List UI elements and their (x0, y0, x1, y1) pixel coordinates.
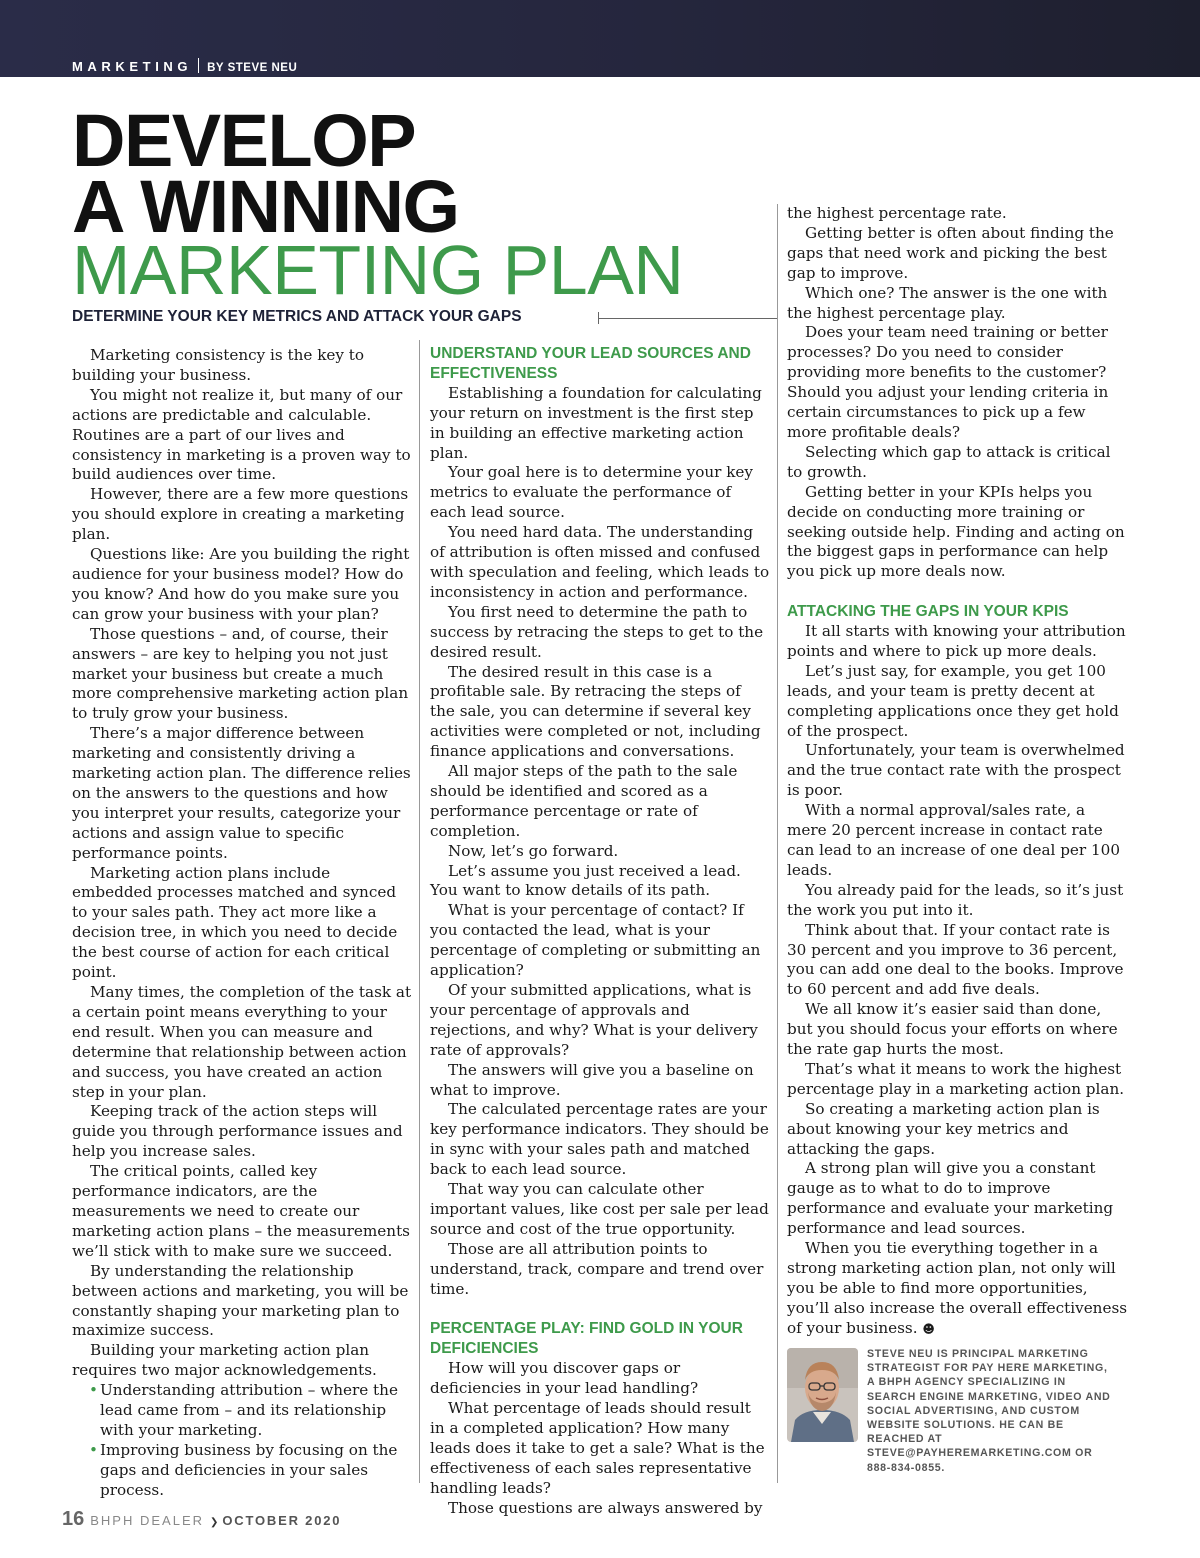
chevron-right-icon: ❯ (210, 1517, 219, 1528)
bullet-dot-icon: • (89, 1381, 98, 1400)
article-column-3 (787, 204, 1129, 1340)
paragraph: The critical points, called key performance indicators, are the measurements we need to create our marketing action plans – the measurements we’ll stick with to make sure we succeed. (72, 1162, 410, 1260)
bullet-item (72, 1441, 412, 1501)
paragraph: Those are all attribution points to understand, track, compare and trend over time. (430, 1239, 764, 1298)
paragraph: We all know it’s easier said than done, but you should focus your efforts on where the rate gap hurts the most. (787, 1000, 1118, 1059)
bullet-list (72, 1381, 412, 1500)
bullet-text: Understanding attribution – where the lead came from – and its relationship with your marketing. (100, 1381, 398, 1439)
paragraph: With a normal approval/sales rate, a mere 20 percent increase in contact rate can lead to an increase of one deal per 100 leads. (787, 801, 1120, 879)
paragraph: Does your team need training or better processes? Do you need to consider providing more benefits to the customer? Should you adjust your lending criteria in certain circumstances to pick up a few more profitable deals? (787, 323, 1109, 441)
section-heading: PERCENTAGE PLAY: FIND GOLD IN YOUR DEFICIENCIES (430, 1320, 743, 1358)
paragraph: Now, let’s go forward. (448, 841, 619, 860)
author-bio: STEVE NEU IS PRINCIPAL MARKETING STRATEGIST FOR PAY HERE MARKETING, A BHPH AGENCY SPECIALIZING IN SEARCH ENGINE MARKETING, VIDEO AND SOCIAL ADVERTISING, AND CUSTOM WEBSITE SOLUTIONS. HE CAN BE REACHED AT STEVE@PAYHEREMARKETING.COM OR 888-834-0855. (867, 1348, 1111, 1474)
paragraph: How will you discover gaps or deficiencies in your lead handling? (430, 1359, 699, 1398)
column-divider-1 (419, 340, 420, 1483)
paragraph: By understanding the relationship between actions and marketing, you will be constantly shaping your marketing plan to maximize success. (72, 1261, 409, 1340)
paragraph: The desired result in this case is a profitable sale. By retracing the steps of the sale, you can determine if several key activities were completed or not, including finance applications and conversations. (430, 662, 761, 761)
bullet-item (72, 1381, 412, 1441)
paragraph: Unfortunately, your team is overwhelmed and the true contact rate with the prospect is poor. (787, 741, 1125, 800)
headline-line-3: MARKETING PLAN (72, 231, 684, 309)
paragraph: What percentage of leads should result in a completed application? How many leads does it take to get a sale? What is the effectiveness of each sales representative handling leads? (430, 1399, 765, 1497)
paragraph: Getting better in your KPIs helps you decide on conducting more training or seeking outside help. Finding and acting on the biggest gaps in performance can help you pick up more deals now. (787, 482, 1125, 581)
paragraph: The answers will give you a baseline on what to improve. (430, 1060, 754, 1099)
paragraph: However, there are a few more questions you should explore in creating a marketing plan. (72, 485, 409, 544)
paragraph: That way you can calculate other important values, like cost per sale per lead source and cost of the true opportunity. (430, 1180, 769, 1238)
issue-date: OCTOBER 2020 (222, 1513, 342, 1528)
byline: BY STEVE NEU (207, 62, 298, 74)
section-heading: ATTACKING THE GAPS IN YOUR KPIS (787, 603, 1069, 621)
paragraph: Selecting which gap to attack is critical to growth. (787, 442, 1111, 481)
headline-line-1: DEVELOP (72, 99, 416, 182)
paragraph: Marketing consistency is the key to building your business. (72, 346, 365, 384)
author-portrait-icon (787, 1348, 858, 1442)
paragraph: Those questions are always answered by (448, 1498, 763, 1517)
paragraph: Let’s just say, for example, you get 100 leads, and your team is pretty decent at completing applications once they get hold of the prospect. (787, 661, 1119, 740)
section-kicker (72, 58, 297, 74)
paragraph: So creating a marketing action plan is about knowing your key metrics and attacking the gaps. (787, 1099, 1100, 1158)
paragraph: You need hard data. The understanding of attribution is often missed and confused with speculation and feeling, which leads to inconsistency in action and performance. (430, 523, 770, 601)
paragraph: That’s what it means to work the highest percentage play in a marketing action plan. (787, 1059, 1125, 1098)
paragraph: What is your percentage of contact? If you contacted the lead, what is your percentage of completing or submitting an application? (430, 901, 761, 980)
final-paragraph-text: When you tie everything together in a strong marketing action plan, not only will you be able to find more opportunities, you’ll also increase the overall effectiveness of your business. (787, 1239, 1128, 1337)
page-number: 16 (62, 1508, 85, 1530)
paragraph: You might not realize it, but many of our actions are predictable and calculable. Routines are a part of our lives and consistency in marketing is a proven way to build audiences over time. (72, 385, 411, 484)
paragraph: You already paid for the leads, so it’s just the work you put into it. (787, 880, 1124, 919)
paragraph: You first need to determine the path to success by retracing the steps to get to the desired result. (430, 602, 764, 661)
paragraph: Establishing a foundation for calculating your return on investment is the first step in building an effective marketing action plan. (430, 383, 762, 462)
section-heading: UNDERSTAND YOUR LEAD SOURCES AND EFFECTIVENESS (430, 345, 751, 382)
paragraph: Getting better is often about finding the gaps that need work and picking the best gap to improve. (787, 223, 1114, 282)
bullet-text: Improving business by focusing on the gaps and deficiencies in your sales process. (100, 1440, 398, 1499)
paragraph: Building your marketing action plan requires two major acknowledgements. (72, 1341, 377, 1380)
headline-line-2: A WINNING (72, 165, 459, 248)
paragraph: Which one? The answer is the one with the highest percentage play. (787, 283, 1108, 322)
paragraph: Think about that. If your contact rate is 30 percent and you improve to 36 percent, you can add one deal to the books. Improve to 60 percent and add five deals. (787, 920, 1124, 999)
kicker-divider (198, 58, 199, 73)
paragraph: It all starts with knowing your attribution points and where to pick up more deals. (787, 622, 1126, 660)
article-column-1 (72, 346, 412, 1501)
paragraph: A strong plan will give you a constant gauge as to what to do to improve performance and evaluate your marketing performance and lead sources. (787, 1159, 1114, 1238)
paragraph: Of your submitted applications, what is your percentage of approvals and rejections, and why? What is your delivery rate of approvals? (430, 981, 758, 1059)
paragraph: The calculated percentage rates are your key performance indicators. They should be in sync with your sales path and matched back to each lead source. (430, 1100, 769, 1179)
end-mark-icon: ☻ (922, 1321, 935, 1336)
paragraph: Many times, the completion of the task at a certain point means everything to your end result. When you can measure and determine that relationship between action and success, you have created an action step in your plan. (72, 983, 412, 1101)
subheadline: DETERMINE YOUR KEY METRICS AND ATTACK YOUR GAPS (72, 308, 522, 325)
paragraph: Your goal here is to determine your key metrics to evaluate the performance of each lead source. (430, 463, 754, 522)
magazine-name: BHPH DEALER (90, 1513, 204, 1528)
section-spacer (787, 582, 1129, 602)
section-spacer (430, 1300, 770, 1320)
subhead-rule (598, 318, 777, 319)
paragraph: Keeping track of the action steps will guide you through performance issues and help you increase sales. (72, 1102, 403, 1161)
paragraph: the highest percentage rate. (787, 204, 1007, 222)
paragraph: There’s a major difference between marketing and consistently driving a marketing action plan. The difference relies on the answers to the questions and how you interpret your results, categorize your actions and assign value to specific performance points. (72, 724, 411, 862)
author-photo (787, 1348, 858, 1442)
paragraph: Marketing action plans include embedded processes matched and synced to your sales path. They act more like a decision tree, in which you need to decide the best course of action for each critical point. (72, 863, 398, 982)
paragraph: All major steps of the path to the sale should be identified and scored as a performance percentage or rate of completion. (430, 762, 738, 840)
article-column-2 (430, 344, 770, 1518)
section-label: MARKETING (72, 59, 193, 74)
paragraph: Those questions – and, of course, their answers – are key to helping you not just market your business but create a much more comprehensive marketing action plan to truly grow your business. (72, 624, 409, 723)
paragraph: Questions like: Are you building the right audience for your business model? How do you know? And how do you make sure you can grow your business with your plan? (72, 545, 410, 623)
paragraph: Let’s assume you just received a lead. You want to know details of its path. (430, 861, 741, 900)
page-footer (62, 1508, 341, 1531)
column-divider-2 (777, 204, 778, 1483)
paragraph (787, 1239, 1129, 1340)
bullet-dot-icon: • (89, 1440, 98, 1459)
